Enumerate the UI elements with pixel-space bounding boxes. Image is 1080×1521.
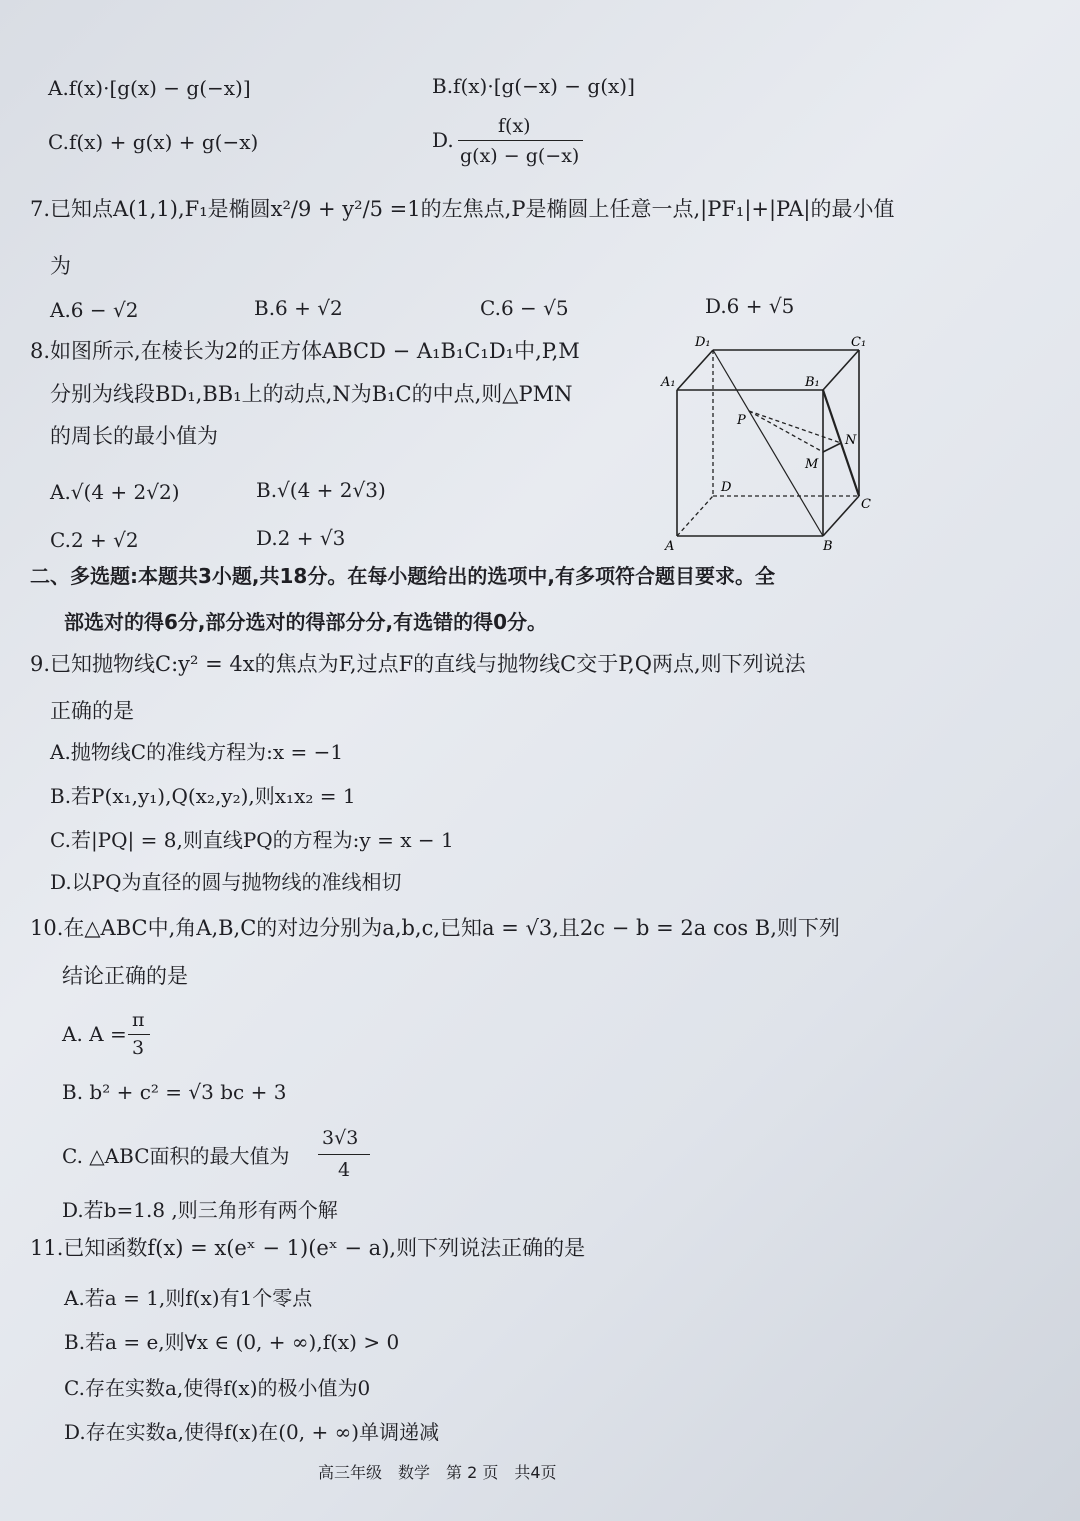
q11-option-c: C.存在实数a,使得f(x)的极小值为0 <box>64 1376 371 1400</box>
q7-stem-cont: 为 <box>50 254 71 278</box>
q10-option-a-prefix: A. A = <box>62 1022 127 1046</box>
q9-option-d: D.以PQ为直径的圆与抛物线的准线相切 <box>50 870 402 894</box>
q6-option-c: C.f(x) + g(x) + g(−x) <box>48 130 259 154</box>
q10-option-a-denominator: 3 <box>132 1037 145 1059</box>
q10-stem-line1: 10.在△ABC中,角A,B,C的对边分别为a,b,c,已知a = √3,且2c − b = 2a cos B,则下列 <box>30 916 840 940</box>
q9-option-b: B.若P(x₁,y₁),Q(x₂,y₂),则x₁x₂ = 1 <box>50 784 356 808</box>
q11-option-b: B.若a = e,则∀x ∈ (0, + ∞),f(x) > 0 <box>64 1330 400 1354</box>
edge-bc <box>823 496 859 536</box>
label-b1: B₁ <box>805 375 820 390</box>
q7-stem: 7.已知点A(1,1),F₁是椭圆x²/9 + y²/5 =1的左焦点,P是椭圆上任意一点,|PF₁|+|PA|的最小值 <box>30 197 895 221</box>
segment-mn <box>823 443 841 452</box>
q6-option-a: A.f(x)·[g(x) − g(−x)] <box>48 76 251 100</box>
q9-stem-line2: 正确的是 <box>50 699 134 723</box>
q7-option-a: A.6 − √2 <box>50 298 139 322</box>
q7-option-b: B.6 + √2 <box>254 296 343 320</box>
section2-heading-line2: 部选对的得6分,部分选对的得部分分,有选错的得0分。 <box>64 610 548 634</box>
section2-heading-line1: 二、多选题:本题共3小题,共18分。在每小题给出的选项中,有多项符合题目要求。全 <box>30 564 775 588</box>
label-b: B <box>823 539 833 554</box>
q10-c-fraction-bar <box>318 1154 370 1155</box>
label-m: M <box>805 457 819 472</box>
q8-stem-line2: 分别为线段BD₁,BB₁上的动点,N为B₁C的中点,则△PMN <box>50 382 573 406</box>
q6-option-d-prefix: D. <box>432 128 454 152</box>
q11-option-d: D.存在实数a,使得f(x)在(0, + ∞)单调递减 <box>64 1420 440 1444</box>
label-c: C <box>861 497 871 512</box>
q10-option-d: D.若b=1.8 ,则三角形有两个解 <box>62 1198 338 1222</box>
q10-stem-line2: 结论正确的是 <box>62 964 188 988</box>
q7-option-d: D.6 + √5 <box>705 294 795 318</box>
segment-pn <box>749 411 841 443</box>
label-n: N <box>845 433 857 448</box>
q10-option-c-prefix: C. △ABC面积的最大值为 <box>62 1144 290 1168</box>
q9-option-c: C.若|PQ| = 8,则直线PQ的方程为:y = x − 1 <box>50 828 454 852</box>
page-footer: 高三年级 数学 第 2 页 共4页 <box>318 1463 557 1482</box>
edge-b1c1 <box>823 350 859 390</box>
q8-option-c: C.2 + √2 <box>50 528 139 552</box>
label-d1: D₁ <box>695 335 711 350</box>
q10-option-c-numerator: 3√3 <box>322 1127 359 1149</box>
label-a1: A₁ <box>661 375 676 390</box>
label-d: D <box>721 480 732 495</box>
edge-a1d1 <box>677 350 713 390</box>
label-c1: C₁ <box>851 335 867 350</box>
q6-option-d-denominator: g(x) − g(−x) <box>460 145 580 167</box>
q10-option-c-denominator: 4 <box>338 1159 351 1181</box>
q10-option-a-numerator: π <box>132 1009 145 1031</box>
edge-ad-hidden <box>677 496 713 536</box>
q11-option-a: A.若a = 1,则f(x)有1个零点 <box>64 1286 313 1310</box>
q9-stem-line1: 9.已知抛物线C:y² = 4x的焦点为F,过点F的直线与抛物线C交于P,Q两点,则下列说法 <box>30 652 806 676</box>
q11-stem: 11.已知函数f(x) = x(eˣ − 1)(eˣ − a),则下列说法正确的是 <box>30 1236 586 1260</box>
q8-stem-line1: 8.如图所示,在棱长为2的正方体ABCD − A₁B₁C₁D₁中,P,M <box>30 339 580 363</box>
label-p: P <box>737 413 746 428</box>
q8-option-b: B.√(4 + 2√3) <box>256 478 386 502</box>
cube-figure <box>655 330 885 560</box>
q8-stem-line3: 的周长的最小值为 <box>50 424 218 448</box>
label-a: A <box>665 539 675 554</box>
q6-option-b: B.f(x)·[g(−x) − g(x)] <box>432 74 635 98</box>
q6-fraction-bar <box>458 140 583 141</box>
q8-option-d: D.2 + √3 <box>256 526 346 550</box>
q10-option-b: B. b² + c² = √3 bc + 3 <box>62 1080 287 1104</box>
q6-option-d-numerator: f(x) <box>498 115 531 137</box>
q8-option-a: A.√(4 + 2√2) <box>50 480 180 504</box>
q9-option-a: A.抛物线C的准线方程为:x = −1 <box>50 740 344 764</box>
q7-option-c: C.6 − √5 <box>480 296 569 320</box>
segment-pm <box>749 411 823 452</box>
